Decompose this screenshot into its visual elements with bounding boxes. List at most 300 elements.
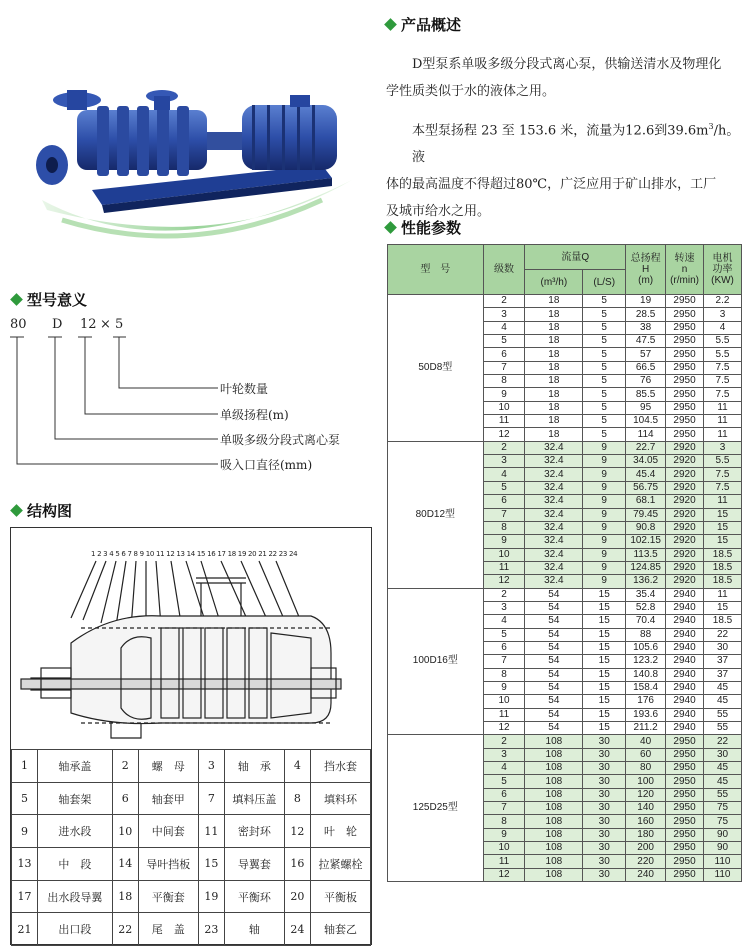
parts-row — [12, 750, 371, 783]
table-cell: 9 — [583, 535, 626, 548]
table-cell: 11 — [704, 428, 742, 441]
part-number: 6 — [112, 782, 138, 815]
table-cell: 9 — [583, 561, 626, 574]
table-cell: 18 — [525, 428, 583, 441]
table-cell: 2 — [483, 295, 525, 308]
part-number: 23 — [198, 913, 224, 946]
table-cell: 7 — [483, 508, 525, 521]
table-cell: 32.4 — [525, 481, 583, 494]
table-cell: 45.4 — [626, 468, 666, 481]
table-cell: 18 — [525, 415, 583, 428]
table-cell: 5 — [583, 335, 626, 348]
part-name: 轴套甲 — [138, 782, 198, 815]
label-head: 单级扬程(m) — [220, 408, 289, 422]
table-cell: 136.2 — [626, 575, 666, 588]
table-cell: 11 — [483, 415, 525, 428]
table-cell: 2950 — [666, 815, 704, 828]
table-cell: 11 — [483, 708, 525, 721]
table-cell: 3 — [483, 308, 525, 321]
table-cell: 19 — [626, 295, 666, 308]
table-cell: 2950 — [666, 802, 704, 815]
table-cell: 80 — [626, 762, 666, 775]
table-cell: 2920 — [666, 468, 704, 481]
table-cell: 110 — [704, 855, 742, 868]
header-flow-ls: (L/S) — [583, 270, 626, 295]
table-cell: 54 — [525, 601, 583, 614]
part-name: 中间套 — [138, 815, 198, 848]
table-cell: 2940 — [666, 655, 704, 668]
part-number: 16 — [284, 848, 310, 881]
table-cell: 12 — [483, 575, 525, 588]
model-cell: 50D8型 — [388, 295, 484, 442]
table-cell: 90 — [704, 828, 742, 841]
structure-figure — [10, 527, 372, 945]
table-cell: 54 — [525, 708, 583, 721]
table-cell: 18.5 — [704, 615, 742, 628]
table-cell: 7 — [483, 655, 525, 668]
table-cell: 2950 — [666, 842, 704, 855]
table-cell: 2950 — [666, 868, 704, 881]
part-number: 1 — [12, 750, 38, 783]
table-cell: 140.8 — [626, 668, 666, 681]
table-cell: 32.4 — [525, 495, 583, 508]
table-cell: 104.5 — [626, 415, 666, 428]
table-cell: 18 — [525, 335, 583, 348]
table-cell: 45 — [704, 762, 742, 775]
table-cell: 8 — [483, 375, 525, 388]
table-row — [388, 295, 742, 308]
table-cell: 37 — [704, 668, 742, 681]
table-cell: 37 — [704, 655, 742, 668]
table-cell: 9 — [583, 481, 626, 494]
table-cell: 9 — [583, 441, 626, 454]
table-cell: 54 — [525, 628, 583, 641]
table-cell: 5 — [583, 295, 626, 308]
table-cell: 108 — [525, 828, 583, 841]
part-number: 20 — [284, 880, 310, 913]
table-cell: 54 — [525, 681, 583, 694]
overview-paragraph-1 — [386, 51, 746, 105]
table-cell: 10 — [483, 548, 525, 561]
table-cell: 2950 — [666, 775, 704, 788]
table-cell: 30 — [704, 748, 742, 761]
table-cell: 18.5 — [704, 575, 742, 588]
table-cell: 2 — [483, 735, 525, 748]
code-leader-lines — [8, 317, 368, 477]
table-cell: 88 — [626, 628, 666, 641]
table-cell: 2950 — [666, 748, 704, 761]
label-type: 单吸多级分段式离心泵 — [220, 433, 341, 447]
part-number: 15 — [198, 848, 224, 881]
table-cell: 2950 — [666, 762, 704, 775]
part-number: 10 — [112, 815, 138, 848]
table-cell: 8 — [483, 815, 525, 828]
overview-line: D型泵系单吸多级分段式离心泵，供输送清水及物理化 — [412, 57, 722, 72]
part-name: 出口段 — [38, 913, 113, 946]
table-cell: 15 — [583, 615, 626, 628]
code-type: D — [52, 317, 63, 332]
table-cell: 2920 — [666, 575, 704, 588]
table-cell: 2950 — [666, 735, 704, 748]
table-cell: 12 — [483, 428, 525, 441]
table-cell: 7.5 — [704, 375, 742, 388]
table-cell: 140 — [626, 802, 666, 815]
performance-title: 性能参数 — [386, 217, 461, 238]
overview-line: 及城市给水之用。 — [386, 204, 491, 220]
table-cell: 54 — [525, 668, 583, 681]
table-cell: 10 — [483, 695, 525, 708]
table-cell: 11 — [704, 495, 742, 508]
table-cell: 5 — [483, 481, 525, 494]
table-cell: 32.4 — [525, 535, 583, 548]
part-number: 11 — [198, 815, 224, 848]
table-cell: 18 — [525, 401, 583, 414]
table-cell: 2920 — [666, 481, 704, 494]
table-cell: 2940 — [666, 668, 704, 681]
part-number: 3 — [198, 750, 224, 783]
parts-row — [12, 913, 371, 946]
code-inlet: 80 — [10, 317, 27, 332]
table-cell: 2940 — [666, 708, 704, 721]
part-number: 17 — [12, 880, 38, 913]
parts-row — [12, 782, 371, 815]
table-cell: 2920 — [666, 508, 704, 521]
table-cell: 60 — [626, 748, 666, 761]
table-cell: 57 — [626, 348, 666, 361]
table-cell: 32.4 — [525, 468, 583, 481]
table-cell: 56.75 — [626, 481, 666, 494]
table-cell: 12 — [483, 868, 525, 881]
part-name: 平衡环 — [224, 880, 284, 913]
table-cell: 9 — [483, 828, 525, 841]
part-number: 24 — [284, 913, 310, 946]
part-name: 轴套架 — [38, 782, 113, 815]
table-cell: 30 — [583, 868, 626, 881]
table-cell: 8 — [483, 521, 525, 534]
table-cell: 54 — [525, 655, 583, 668]
part-name: 导叶挡板 — [138, 848, 198, 881]
part-name: 拉紧螺栓 — [310, 848, 370, 881]
table-cell: 2950 — [666, 855, 704, 868]
table-cell: 15 — [583, 641, 626, 654]
table-cell: 28.5 — [626, 308, 666, 321]
table-cell: 32.4 — [525, 548, 583, 561]
part-number: 14 — [112, 848, 138, 881]
table-cell: 3 — [704, 441, 742, 454]
table-cell: 55 — [704, 708, 742, 721]
table-cell: 2950 — [666, 828, 704, 841]
table-cell: 2 — [483, 441, 525, 454]
table-row — [388, 588, 742, 601]
part-number: 5 — [12, 782, 38, 815]
table-cell: 54 — [525, 615, 583, 628]
table-cell: 102.15 — [626, 535, 666, 548]
table-cell: 2940 — [666, 681, 704, 694]
table-cell: 54 — [525, 722, 583, 735]
table-cell: 5 — [583, 308, 626, 321]
table-cell: 6 — [483, 495, 525, 508]
table-cell: 30 — [583, 748, 626, 761]
table-cell: 22 — [704, 735, 742, 748]
table-cell: 54 — [525, 588, 583, 601]
table-cell: 5 — [583, 415, 626, 428]
table-cell: 193.6 — [626, 708, 666, 721]
header-flow-m3h: (m³/h) — [525, 270, 583, 295]
table-cell: 5 — [583, 428, 626, 441]
part-number: 21 — [12, 913, 38, 946]
table-cell: 108 — [525, 788, 583, 801]
table-cell: 108 — [525, 842, 583, 855]
table-cell: 108 — [525, 748, 583, 761]
table-cell: 2940 — [666, 615, 704, 628]
table-cell: 22 — [704, 628, 742, 641]
header-model: 型 号 — [388, 245, 484, 295]
table-cell: 18 — [525, 348, 583, 361]
table-cell: 12 — [483, 722, 525, 735]
part-number: 19 — [198, 880, 224, 913]
table-cell: 5 — [483, 335, 525, 348]
parts-table — [11, 749, 371, 946]
table-cell: 30 — [583, 802, 626, 815]
table-cell: 75 — [704, 815, 742, 828]
diamond-bullet-icon — [384, 18, 397, 31]
part-name: 密封环 — [224, 815, 284, 848]
table-cell: 15 — [583, 628, 626, 641]
table-cell: 15 — [583, 601, 626, 614]
table-cell: 2920 — [666, 455, 704, 468]
table-cell: 30 — [704, 641, 742, 654]
part-name: 平衡板 — [310, 880, 370, 913]
table-cell: 15 — [704, 508, 742, 521]
table-cell: 55 — [704, 722, 742, 735]
diamond-bullet-icon — [384, 221, 397, 234]
table-cell: 15 — [704, 521, 742, 534]
table-cell: 30 — [583, 855, 626, 868]
part-name: 导翼套 — [224, 848, 284, 881]
table-cell: 2940 — [666, 601, 704, 614]
table-cell: 4 — [483, 615, 525, 628]
table-cell: 54 — [525, 695, 583, 708]
part-name: 叶 轮 — [310, 815, 370, 848]
table-cell: 68.1 — [626, 495, 666, 508]
table-cell: 11 — [704, 415, 742, 428]
table-cell: 9 — [583, 495, 626, 508]
table-cell: 5 — [583, 375, 626, 388]
model-cell: 80D12型 — [388, 441, 484, 588]
table-cell: 15 — [583, 708, 626, 721]
table-cell: 30 — [583, 775, 626, 788]
table-cell: 2950 — [666, 348, 704, 361]
table-cell: 30 — [583, 788, 626, 801]
table-cell: 90 — [704, 842, 742, 855]
part-name: 尾 盖 — [138, 913, 198, 946]
part-callout-numbers: 1 2 3 4 5 6 7 8 9 10 11 12 13 14 15 16 17 18 19 20 21 22 23 24 — [91, 550, 298, 558]
table-cell: 5.5 — [704, 455, 742, 468]
table-cell: 7.5 — [704, 481, 742, 494]
table-cell: 2940 — [666, 588, 704, 601]
table-cell: 18.5 — [704, 561, 742, 574]
overview-paragraph-2 — [386, 113, 746, 225]
table-cell: 6 — [483, 641, 525, 654]
table-cell: 55 — [704, 788, 742, 801]
part-name: 轴 — [224, 913, 284, 946]
table-cell: 18 — [525, 295, 583, 308]
table-cell: 18.5 — [704, 548, 742, 561]
table-cell: 7 — [483, 802, 525, 815]
table-row — [388, 735, 742, 748]
table-cell: 5 — [583, 388, 626, 401]
table-cell: 90.8 — [626, 521, 666, 534]
table-cell: 9 — [483, 681, 525, 694]
table-cell: 2 — [483, 588, 525, 601]
table-cell: 108 — [525, 815, 583, 828]
table-cell: 180 — [626, 828, 666, 841]
table-cell: 54 — [525, 641, 583, 654]
table-cell: 11 — [704, 401, 742, 414]
table-cell: 105.6 — [626, 641, 666, 654]
table-cell: 30 — [583, 842, 626, 855]
table-cell: 5 — [583, 401, 626, 414]
table-cell: 76 — [626, 375, 666, 388]
table-cell: 15 — [583, 722, 626, 735]
part-name: 螺 母 — [138, 750, 198, 783]
table-cell: 32.4 — [525, 575, 583, 588]
table-cell: 15 — [583, 695, 626, 708]
part-name: 轴套乙 — [310, 913, 370, 946]
table-cell: 211.2 — [626, 722, 666, 735]
table-cell: 18 — [525, 321, 583, 334]
table-cell: 45 — [704, 695, 742, 708]
table-cell: 5 — [483, 775, 525, 788]
table-cell: 75 — [704, 802, 742, 815]
table-cell: 2940 — [666, 695, 704, 708]
table-cell: 5 — [583, 361, 626, 374]
part-number: 7 — [198, 782, 224, 815]
table-cell: 9 — [583, 468, 626, 481]
table-cell: 2950 — [666, 375, 704, 388]
table-cell: 4 — [483, 468, 525, 481]
pump-illustration — [22, 70, 362, 245]
table-cell: 108 — [525, 762, 583, 775]
table-cell: 5.5 — [704, 335, 742, 348]
header-power: 电机 功率 (KW) — [704, 245, 742, 295]
table-cell: 18 — [525, 388, 583, 401]
model-cell: 125D25型 — [388, 735, 484, 882]
code-head: 12 — [80, 317, 97, 332]
structure-title: 结构图 — [12, 500, 72, 521]
table-cell: 15 — [583, 588, 626, 601]
model-meaning-title: 型号意义 — [12, 289, 87, 310]
table-cell: 2950 — [666, 428, 704, 441]
table-cell: 45 — [704, 681, 742, 694]
table-cell: 108 — [525, 775, 583, 788]
table-cell: 9 — [583, 521, 626, 534]
table-cell: 22.7 — [626, 441, 666, 454]
overview-title: 产品概述 — [386, 14, 461, 35]
table-cell: 30 — [583, 735, 626, 748]
table-cell: 114 — [626, 428, 666, 441]
part-number: 18 — [112, 880, 138, 913]
table-cell: 40 — [626, 735, 666, 748]
table-cell: 120 — [626, 788, 666, 801]
part-name: 轴 承 — [224, 750, 284, 783]
table-cell: 7.5 — [704, 361, 742, 374]
table-cell: 47.5 — [626, 335, 666, 348]
table-cell: 2950 — [666, 401, 704, 414]
table-cell: 32.4 — [525, 455, 583, 468]
table-cell: 10 — [483, 401, 525, 414]
table-cell: 2.2 — [704, 295, 742, 308]
table-cell: 240 — [626, 868, 666, 881]
table-cell: 15 — [704, 601, 742, 614]
part-name: 平衡套 — [138, 880, 198, 913]
table-cell: 2920 — [666, 535, 704, 548]
table-cell: 5 — [483, 628, 525, 641]
table-cell: 32.4 — [525, 508, 583, 521]
table-cell: 9 — [483, 535, 525, 548]
pump-cross-section — [11, 528, 371, 748]
table-cell: 18 — [525, 361, 583, 374]
part-name: 挡水套 — [310, 750, 370, 783]
table-cell: 32.4 — [525, 561, 583, 574]
table-cell: 108 — [525, 802, 583, 815]
part-number: 2 — [112, 750, 138, 783]
table-cell: 95 — [626, 401, 666, 414]
table-cell: 2940 — [666, 641, 704, 654]
part-number: 12 — [284, 815, 310, 848]
table-cell: 66.5 — [626, 361, 666, 374]
table-cell: 32.4 — [525, 441, 583, 454]
table-cell: 5 — [583, 348, 626, 361]
table-cell: 100 — [626, 775, 666, 788]
table-cell: 2940 — [666, 628, 704, 641]
table-cell: 2950 — [666, 788, 704, 801]
part-name: 出水段导翼 — [38, 880, 113, 913]
table-cell: 113.5 — [626, 548, 666, 561]
table-cell: 6 — [483, 348, 525, 361]
table-cell: 2920 — [666, 561, 704, 574]
table-cell: 6 — [483, 788, 525, 801]
table-cell: 3 — [483, 455, 525, 468]
table-cell: 4 — [483, 762, 525, 775]
table-cell: 15 — [583, 655, 626, 668]
table-cell: 8 — [483, 668, 525, 681]
table-cell: 123.2 — [626, 655, 666, 668]
header-stages: 级数 — [483, 245, 525, 295]
table-cell: 4 — [704, 321, 742, 334]
table-cell: 200 — [626, 842, 666, 855]
table-cell: 2920 — [666, 495, 704, 508]
diamond-bullet-icon — [10, 293, 23, 306]
table-cell: 220 — [626, 855, 666, 868]
parts-row — [12, 848, 371, 881]
table-cell: 2950 — [666, 308, 704, 321]
header-head: 总扬程 H (m) — [626, 245, 666, 295]
table-cell: 2950 — [666, 415, 704, 428]
table-cell: 79.45 — [626, 508, 666, 521]
parts-row — [12, 815, 371, 848]
parts-row — [12, 880, 371, 913]
table-cell: 2950 — [666, 335, 704, 348]
label-stages: 叶轮数量 — [220, 382, 269, 396]
table-cell: 10 — [483, 842, 525, 855]
model-cell: 100D16型 — [388, 588, 484, 735]
part-number: 4 — [284, 750, 310, 783]
table-cell: 9 — [583, 548, 626, 561]
table-cell: 45 — [704, 775, 742, 788]
table-cell: 15 — [583, 681, 626, 694]
part-name: 进水段 — [38, 815, 113, 848]
